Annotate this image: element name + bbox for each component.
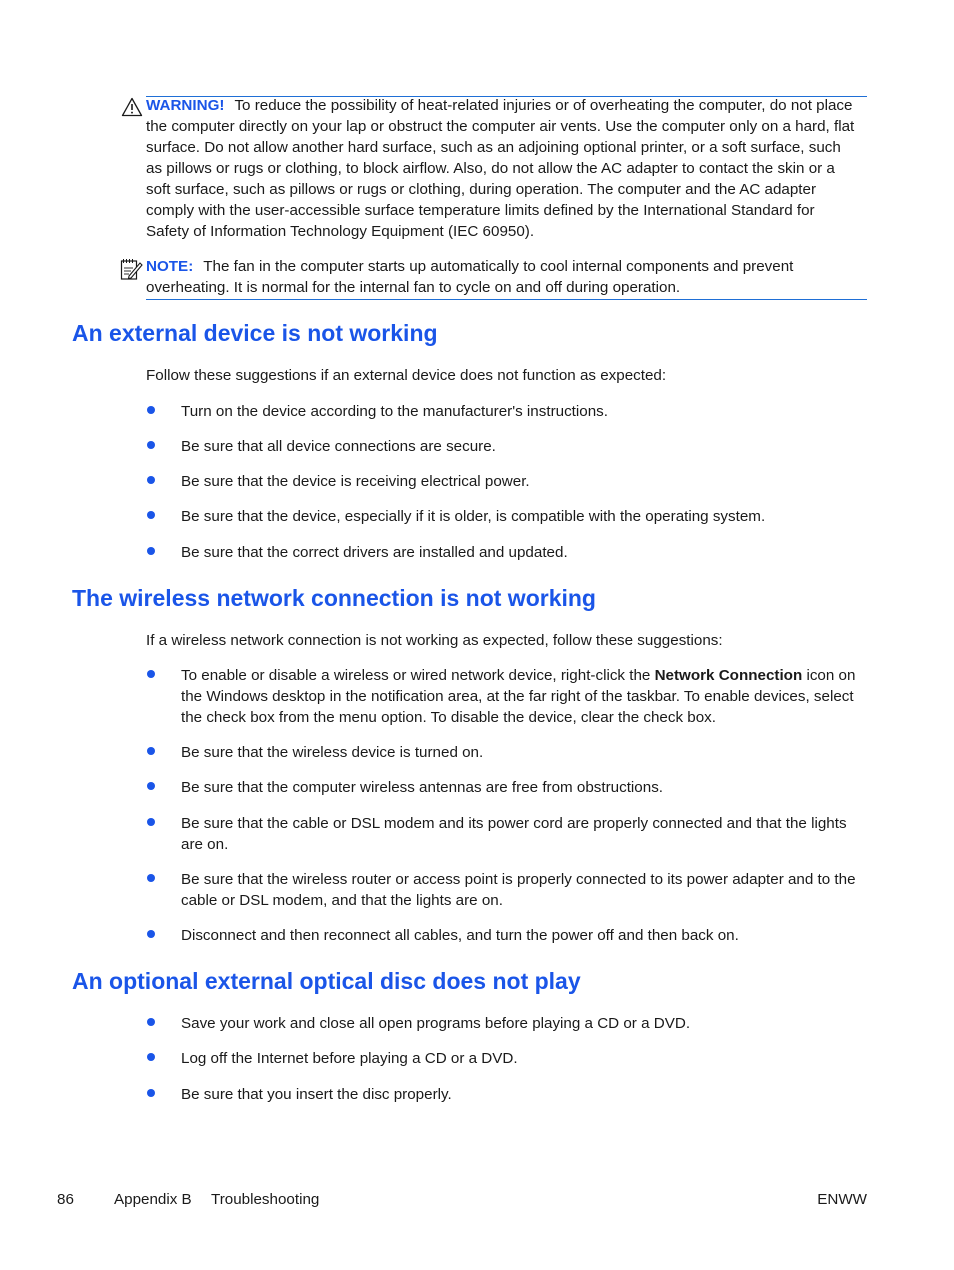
warning-notice — [146, 95, 861, 242]
bullet-icon — [147, 1018, 155, 1026]
section-heading-optical-disc: An optional external optical disc does not play — [72, 968, 581, 994]
page-number: 86 — [57, 1191, 74, 1208]
list-item-text: icon on the Windows desktop in the notification area, at the far right of the taskbar. To enable devices, select the check box from the menu option. To disable the device, clear the check box. — [181, 667, 856, 726]
list-item: Be sure that you insert the disc properly. — [181, 1086, 452, 1103]
bullet-icon — [147, 930, 155, 938]
list-item: Be sure that the computer wireless antennas are free from obstructions. — [181, 779, 664, 796]
warning-label: WARNING! — [146, 97, 225, 114]
list-item: Be sure that the wireless device is turned on. — [181, 744, 484, 761]
list-item: Be sure that the cable or DSL modem and its power cord are properly connected and that the lights are on. — [181, 815, 847, 853]
bullet-icon — [147, 406, 155, 414]
list-item: Be sure that the device is receiving electrical power. — [181, 473, 530, 490]
footer-code: ENWW — [817, 1191, 867, 1208]
bullet-icon — [147, 782, 155, 790]
footer-chapter-title: Troubleshooting — [211, 1191, 320, 1208]
bullet-icon — [147, 476, 155, 484]
list-item: Save your work and close all open programs before playing a CD or a DVD. — [181, 1015, 691, 1032]
network-connection-term: Network Connection — [654, 667, 803, 684]
footer-chapter: Appendix B — [114, 1191, 192, 1208]
list-item-text: To enable or disable a wireless or wired network device, right-click the — [181, 667, 655, 684]
bullet-icon — [147, 441, 155, 449]
bullet-icon — [147, 511, 155, 519]
list-item: Be sure that the correct drivers are installed and updated. — [181, 544, 568, 561]
list-item: Disconnect and then reconnect all cables, and turn the power off and then back on. — [181, 927, 739, 944]
bullet-icon — [147, 818, 155, 826]
warning-triangle-icon — [121, 97, 143, 117]
warning-text: To reduce the possibility of heat-related injuries or of overheating the computer, do not place the computer directly on your lap or obstruct the computer air vents. Use the computer only on a hard, flat surface. Do not allow another hard surface, such as an adjoining optional printer, or a soft surface, such as pillows or rugs or clothing, to block airflow. Also, do not allow the AC adapter to contact the skin or a soft surface, such as pillows or rugs or clothing, during operation. The computer and the AC adapter comply with the user-accessible surface temperature limits defined by the International Standard for Safety of Information Technology Equipment (IEC 60950). — [146, 97, 855, 240]
list-item: Be sure that the device, especially if it is older, is compatible with the operating system. — [181, 508, 766, 525]
list-item: Log off the Internet before playing a CD or a DVD. — [181, 1050, 518, 1067]
section-intro: If a wireless network connection is not working as expected, follow these suggestions: — [146, 632, 723, 649]
note-pad-icon — [119, 257, 143, 281]
bullet-icon — [147, 670, 155, 678]
note-notice — [146, 256, 861, 298]
bullet-icon — [147, 1089, 155, 1097]
section-heading-wireless: The wireless network connection is not working — [72, 585, 596, 611]
list-item: Be sure that the wireless router or access point is properly connected to its power adapter and to the cable or DSL modem, and that the lights are on. — [181, 871, 856, 909]
section-intro: Follow these suggestions if an external device does not function as expected: — [146, 367, 667, 384]
bullet-icon — [147, 747, 155, 755]
bullet-icon — [147, 1053, 155, 1061]
list-item: Be sure that all device connections are secure. — [181, 438, 496, 455]
section-heading-external-device: An external device is not working — [72, 320, 438, 346]
list-item — [181, 665, 861, 728]
note-text: The fan in the computer starts up automatically to cool internal components and prevent overheating. It is normal for the internal fan to cycle on and off during operation. — [146, 258, 794, 296]
note-label: NOTE: — [146, 258, 194, 275]
bullet-icon — [147, 874, 155, 882]
list-item: Turn on the device according to the manufacturer's instructions. — [181, 403, 608, 420]
bullet-icon — [147, 547, 155, 555]
note-bottom-rule — [146, 299, 867, 300]
